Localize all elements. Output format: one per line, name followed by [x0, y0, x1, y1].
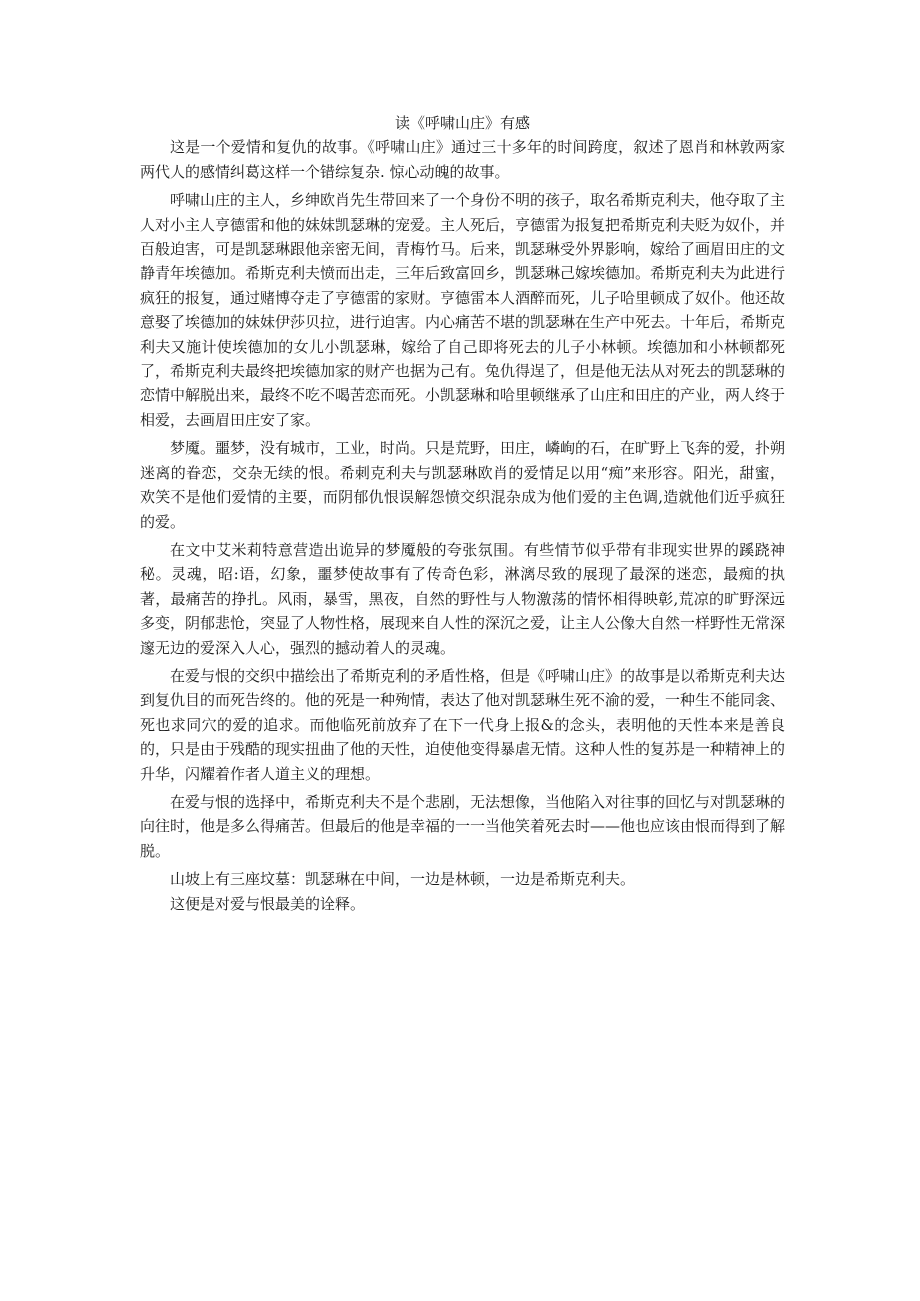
document-body — [140, 111, 785, 916]
paragraph-choice: 在爱与恨的选择中，希斯克利夫不是个悲剧，无法想像，当他陷入对往事的回忆与对凯瑟琳的向往时，他是多么得痛苦。但最后的他是幸福的一一当他笑着死去时——他也应该由恨而得到了解脱。 — [140, 792, 786, 860]
paragraph-plot-summary: 呼啸山庄的主人，乡绅欧肖先生带回来了一个身份不明的孩子，取名希斯克利夫，他夺取了主人对小主人亨德雷和他的妹妹凯瑟琳的宠爱。主人死后，亨德雷为报复把希斯克利夫贬为奴仆，并百般迫害，可是凯瑟琳跟他亲密无间，青梅竹马。后来，凯瑟琳受外界影响，嫁给了画眉田庄的文静青年埃德加。希斯克利夫愤而出走，三年后致富回乡，凯瑟琳己嫁埃德加。希斯克利夫为此进行疯狂的报复，通过赌博夺走了亨德雷的家财。亨德雷本人酒醉而死，儿子哈里顿成了奴仆。他还故意娶了埃德加的妹妹伊莎贝拉，进行迫害。内心痛苦不堪的凯瑟琳在生产中死去。十年后，希斯克利夫又施计使埃德加的女儿小凯瑟琳，嫁给了自己即将死去的儿子小林顿。埃德加和小林顿都死了，希斯克利夫最终把埃德加家的财产也据为己有。兔仇得逞了，但是他无法从对死去的凯瑟琳的恋情中解脱出来，最终不吃不喝苦恋而死。小凯瑟琳和哈里顿继承了山庄和田庄的产业，两人终于相爱，去画眉田庄安了家。 — [140, 191, 786, 429]
paragraph-atmosphere: 在文中艾米莉特意营造出诡异的梦魇般的夸张氛围。有些情节似乎带有非现实世界的蹊跷神秘。灵魂，昭:语，幻象，噩梦使故事有了传奇色彩，淋漓尽致的展现了最深的迷恋，最痴的执著，最痛苦的挣扎。风雨，暴雪，黑夜，自然的野性与人物激荡的情怀相得映彰,荒凉的旷野深远多变，阴郁悲怆，突显了人物性格，展现来自人性的深沉之爱，让主人公像大自然一样野性无常深邃无边的爱深入人心，强烈的撼动着人的灵魂。 — [140, 540, 786, 657]
paragraph-nightmare: 梦魇。噩梦，没有城市，工业，时尚。只是荒野，田庄，嶙峋的石，在旷野上飞奔的爱，扑朔迷离的眷恋，交杂无续的恨。希刺克利夫与凯瑟琳欧肖的爱情足以用“痴”来形容。阳光，甜蜜，欢笑不是他们爱情的主要，而阴郁仇恨误解怨愤交织混杂成为他们爱的主色调,造就他们近乎疯狂的爱。 — [140, 439, 786, 531]
paragraph-graves: 山坡上有三座坟墓：凯瑟琳在中间，一边是林顿，一边是希斯克利夫。 — [170, 870, 636, 889]
paragraph-character: 在爱与恨的交织中描绘出了希斯克利的矛盾性格，但是《呼啸山庄》的故事是以希斯克利夫达到复仇目的而死告终的。他的死是一种殉情，表达了他对凯瑟琳生死不渝的爱，一种生不能同衾、死也求同穴的爱的追求。而他临死前放弃了在下一代身上报&的念头，表明他的天性本来是善良的，只是由于残酷的现实扭曲了他的天性，迫使他变得暴虐无情。这种人性的复苏是一种精神上的升华，闪耀着作者人道主义的理想。 — [140, 666, 786, 783]
paragraph-conclusion: 这便是对爱与恨最美的诠释。 — [170, 894, 366, 913]
paragraph-intro: 这是一个爱情和复仇的故事。《呼啸山庄》通过三十多年的时间跨度，叙述了恩肖和林敦两家两代人的感情纠葛这样一个错综复杂. 惊心动魄的故事。 — [140, 138, 785, 181]
document-title: 读《呼啸山庄》有感 — [394, 114, 530, 132]
